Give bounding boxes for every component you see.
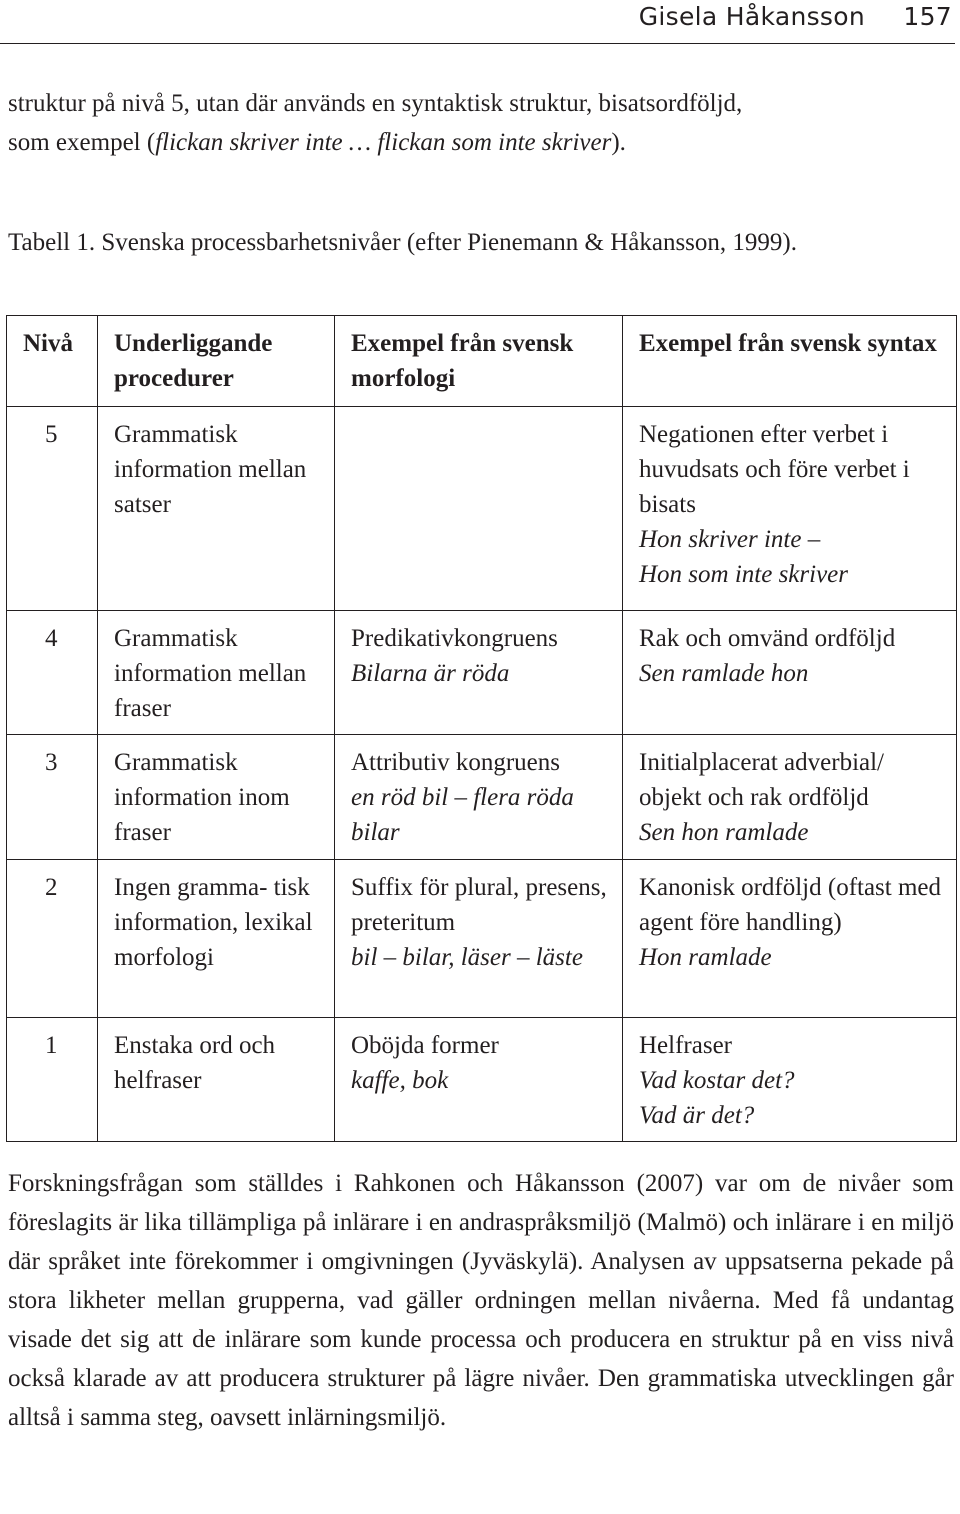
procedures-cell: Ingen gramma- tisk information, lexikal morfologi [98, 860, 335, 1018]
syntax-cell [623, 611, 957, 735]
table-row [7, 407, 957, 611]
intro-line-2-pre: som exempel ( [8, 129, 156, 156]
syntax-cell [623, 1018, 957, 1142]
procedures-cell: Enstaka ord och helfraser [98, 1018, 335, 1142]
header-level: Nivå [7, 316, 98, 407]
syntax-example: Vad kostar det? [639, 1067, 795, 1094]
header-syntax: Exempel från svensk syntax [623, 316, 957, 407]
intro-example: flickan skriver inte … flickan som inte skriver [155, 129, 612, 156]
morphology-cell [335, 860, 623, 1018]
intro-line-2-post: ). [611, 129, 626, 156]
header-procedures: Underliggande procedurer [98, 316, 335, 407]
author-name: Gisela Håkansson [638, 2, 865, 31]
syntax-text: Rak och omvänd ordföljd [639, 625, 896, 652]
running-head [0, 0, 955, 44]
procedures-cell: Grammatisk information mellan fraser [98, 611, 335, 735]
syntax-example: Vad är det? [639, 1102, 755, 1129]
table-row [7, 860, 957, 1018]
morphology-cell [335, 407, 623, 611]
syntax-text: Kanonisk ordföljd (oftast med agent före handling) [639, 874, 942, 936]
syntax-example: Sen hon ramlade [639, 819, 809, 846]
table-row [7, 611, 957, 735]
syntax-cell [623, 860, 957, 1018]
syntax-cell [623, 735, 957, 860]
level-cell: 2 [7, 860, 98, 1018]
level-cell: 3 [7, 735, 98, 860]
header-morphology: Exempel från svensk morfologi [335, 316, 623, 407]
level-cell: 4 [7, 611, 98, 735]
morphology-example: kaffe, bok [351, 1067, 449, 1094]
morphology-text: Oböjda former [351, 1032, 499, 1059]
syntax-text: Negationen efter verbet i huvudsats och före verbet i bisats [639, 421, 910, 518]
intro-paragraph [8, 84, 953, 162]
level-cell: 1 [7, 1018, 98, 1142]
syntax-text: Helfraser [639, 1032, 732, 1059]
morphology-example: Bilarna är röda [351, 660, 510, 687]
table-header-row [7, 316, 957, 407]
level-cell: 5 [7, 407, 98, 611]
page-number: 157 [903, 2, 952, 31]
table-caption: Tabell 1. Svenska processbarhetsnivåer (efter Pienemann & Håkansson, 1999). [8, 229, 797, 256]
procedures-cell: Grammatisk information mellan satser [98, 407, 335, 611]
table-row [7, 1018, 957, 1142]
syntax-example: Sen ramlade hon [639, 660, 809, 687]
morphology-cell [335, 1018, 623, 1142]
morphology-example: bil – bilar, läser – läste [351, 944, 583, 971]
syntax-example: Hon skriver inte – [639, 526, 821, 553]
procedures-cell: Grammatisk information inom fraser [98, 735, 335, 860]
syntax-cell [623, 407, 957, 611]
table-row [7, 735, 957, 860]
syntax-example: Hon som inte skriver [639, 561, 848, 588]
intro-line-1: struktur på nivå 5, utan där används en syntaktisk struktur, bisatsordföljd, [8, 90, 743, 117]
processability-table [6, 315, 957, 1142]
morphology-cell [335, 735, 623, 860]
syntax-text: Initialplacerat adverbial/ objekt och rak ordföljd [639, 749, 885, 811]
body-paragraph: Forskningsfrågan som ställdes i Rahkonen och Håkansson (2007) var om de nivåer som föreslagits är lika tillämpliga på inlärare i en andraspråksmiljö (Malmö) och inlärare i en miljö där språket inte förekommer i omgivningen (Jyväskylä). Analysen av uppsatserna pekade på stora likheter mellan grupperna, vad gäller ordningen mellan nivåerna. Med få undantag visade det sig att de inlärare som kunde processa och producera en struktur på en viss nivå också klarade av att producera strukturer på lägre nivåer. Den grammatiska utvecklingen går alltså i samma steg, oavsett inlärningsmiljö. [8, 1170, 954, 1431]
morphology-text: Predikativkongruens [351, 625, 558, 652]
morphology-example: en röd bil – flera röda bilar [351, 784, 574, 846]
morphology-cell [335, 611, 623, 735]
morphology-text: Attributiv kongruens [351, 749, 561, 776]
syntax-example: Hon ramlade [639, 944, 772, 971]
morphology-text: Suffix för plural, presens, preteritum [351, 874, 607, 936]
